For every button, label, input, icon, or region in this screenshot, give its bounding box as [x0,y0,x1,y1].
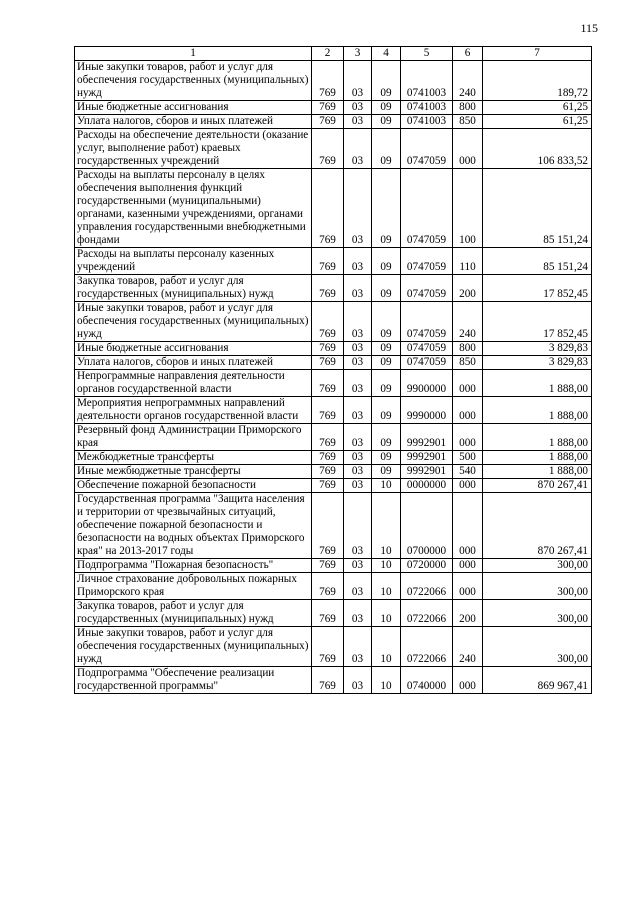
section-code-cell: 03 [344,667,372,694]
expense-type-cell: 000 [453,424,483,451]
target-article-cell: 9992901 [401,451,453,465]
ministry-code-cell: 769 [312,451,344,465]
ministry-code-cell: 769 [312,101,344,115]
target-article-cell: 0747059 [401,169,453,248]
expense-type-cell: 240 [453,627,483,667]
expense-name-cell: Иные закупки товаров, работ и услуг для обеспечения государственных (муниципальных) нужд [75,61,312,101]
target-article-cell: 0740000 [401,667,453,694]
amount-cell: 1 888,00 [483,465,592,479]
ministry-code-cell: 769 [312,573,344,600]
table-row [75,275,592,302]
section-code-cell: 03 [344,479,372,493]
section-code-cell: 03 [344,573,372,600]
expense-type-cell: 000 [453,667,483,694]
amount-cell: 1 888,00 [483,451,592,465]
expense-name-cell: Иные межбюджетные трансферты [75,465,312,479]
table-row [75,667,592,694]
amount-cell: 61,25 [483,101,592,115]
expense-name-cell: Подпрограмма "Пожарная безопасность" [75,559,312,573]
amount-cell: 106 833,52 [483,129,592,169]
ministry-code-cell: 769 [312,397,344,424]
section-code-cell: 03 [344,129,372,169]
subsection-code-cell: 09 [372,397,401,424]
section-code-cell: 03 [344,115,372,129]
expense-name-cell: Расходы на выплаты персоналу казенных учреждений [75,248,312,275]
expense-name-cell: Иные закупки товаров, работ и услуг для обеспечения государственных (муниципальных) нужд [75,302,312,342]
target-article-cell: 0747059 [401,275,453,302]
amount-cell: 1 888,00 [483,370,592,397]
amount-cell: 870 267,41 [483,493,592,559]
ministry-code-cell: 769 [312,479,344,493]
subsection-code-cell: 09 [372,275,401,302]
ministry-code-cell: 769 [312,600,344,627]
section-code-cell: 03 [344,169,372,248]
expense-type-cell: 110 [453,248,483,275]
amount-cell: 61,25 [483,115,592,129]
target-article-cell: 0741003 [401,61,453,101]
subsection-code-cell: 10 [372,627,401,667]
table-row [75,627,592,667]
amount-cell: 3 829,83 [483,342,592,356]
table-row [75,479,592,493]
table-row [75,370,592,397]
amount-cell: 85 151,24 [483,248,592,275]
target-article-cell: 0747059 [401,342,453,356]
target-article-cell: 0747059 [401,356,453,370]
table-row [75,559,592,573]
expense-name-cell: Иные бюджетные ассигнования [75,101,312,115]
amount-cell: 17 852,45 [483,302,592,342]
amount-cell: 1 888,00 [483,397,592,424]
target-article-cell: 0700000 [401,493,453,559]
ministry-code-cell: 769 [312,248,344,275]
expense-name-cell: Непрограммные направления деятельности органов государственной власти [75,370,312,397]
target-article-cell: 0720000 [401,559,453,573]
ministry-code-cell: 769 [312,61,344,101]
expense-type-cell: 240 [453,302,483,342]
subsection-code-cell: 10 [372,479,401,493]
section-code-cell: 03 [344,342,372,356]
ministry-code-cell: 769 [312,169,344,248]
ministry-code-cell: 769 [312,115,344,129]
subsection-code-cell: 09 [372,101,401,115]
ministry-code-cell: 769 [312,493,344,559]
subsection-code-cell: 09 [372,302,401,342]
expense-name-cell: Расходы на выплаты персоналу в целях обеспечения выполнения функций государственными (муниципальными) органами, казенными учреждениями, органами управления государственными внебюджетными фондами [75,169,312,248]
column-header: 2 [312,47,344,61]
table-row [75,115,592,129]
table-row [75,248,592,275]
table-row [75,573,592,600]
amount-cell: 1 888,00 [483,424,592,451]
table-row [75,600,592,627]
section-code-cell: 03 [344,600,372,627]
expense-name-cell: Мероприятия непрограммных направлений деятельности органов государственной власти [75,397,312,424]
ministry-code-cell: 769 [312,627,344,667]
section-code-cell: 03 [344,275,372,302]
subsection-code-cell: 09 [372,129,401,169]
table-row [75,302,592,342]
expense-name-cell: Обеспечение пожарной безопасности [75,479,312,493]
section-code-cell: 03 [344,627,372,667]
subsection-code-cell: 09 [372,356,401,370]
expense-type-cell: 500 [453,451,483,465]
table-row [75,129,592,169]
expense-name-cell: Резервный фонд Администрации Приморского края [75,424,312,451]
section-code-cell: 03 [344,424,372,451]
section-code-cell: 03 [344,465,372,479]
target-article-cell: 0722066 [401,600,453,627]
subsection-code-cell: 09 [372,370,401,397]
section-code-cell: 03 [344,61,372,101]
column-header: 4 [372,47,401,61]
table-row [75,424,592,451]
ministry-code-cell: 769 [312,129,344,169]
target-article-cell: 0722066 [401,627,453,667]
section-code-cell: 03 [344,451,372,465]
ministry-code-cell: 769 [312,465,344,479]
section-code-cell: 03 [344,493,372,559]
expense-name-cell: Иные закупки товаров, работ и услуг для обеспечения государственных (муниципальных) нужд [75,627,312,667]
header-row [75,47,592,61]
expense-type-cell: 000 [453,559,483,573]
target-article-cell: 0722066 [401,573,453,600]
expense-type-cell: 850 [453,356,483,370]
ministry-code-cell: 769 [312,275,344,302]
column-header: 7 [483,47,592,61]
expense-name-cell: Расходы на обеспечение деятельности (оказание услуг, выполнение работ) краевых государственных учреждений [75,129,312,169]
amount-cell: 300,00 [483,600,592,627]
table-row [75,342,592,356]
ministry-code-cell: 769 [312,667,344,694]
expense-name-cell: Уплата налогов, сборов и иных платежей [75,115,312,129]
subsection-code-cell: 10 [372,559,401,573]
target-article-cell: 0747059 [401,248,453,275]
budget-table [74,46,592,694]
expense-type-cell: 200 [453,275,483,302]
amount-cell: 17 852,45 [483,275,592,302]
subsection-code-cell: 09 [372,169,401,248]
expense-type-cell: 000 [453,573,483,600]
subsection-code-cell: 09 [372,342,401,356]
expense-type-cell: 540 [453,465,483,479]
target-article-cell: 9992901 [401,465,453,479]
table-row [75,101,592,115]
section-code-cell: 03 [344,370,372,397]
page-number: 115 [580,21,598,35]
expense-type-cell: 000 [453,370,483,397]
subsection-code-cell: 10 [372,667,401,694]
expense-name-cell: Личное страхование добровольных пожарных Приморского края [75,573,312,600]
subsection-code-cell: 10 [372,600,401,627]
table-row [75,493,592,559]
column-header: 5 [401,47,453,61]
expense-type-cell: 240 [453,61,483,101]
ministry-code-cell: 769 [312,342,344,356]
expense-name-cell: Государственная программа "Защита населения и территории от чрезвычайных ситуаций, обеспечение пожарной безопасности и безопасности на водных объектах Приморского края" на 2013-2017 годы [75,493,312,559]
expense-name-cell: Межбюджетные трансферты [75,451,312,465]
subsection-code-cell: 10 [372,573,401,600]
expense-type-cell: 800 [453,101,483,115]
subsection-code-cell: 09 [372,451,401,465]
target-article-cell: 0747059 [401,129,453,169]
expense-type-cell: 800 [453,342,483,356]
amount-cell: 300,00 [483,627,592,667]
subsection-code-cell: 09 [372,424,401,451]
section-code-cell: 03 [344,302,372,342]
expense-type-cell: 850 [453,115,483,129]
section-code-cell: 03 [344,248,372,275]
ministry-code-cell: 769 [312,424,344,451]
subsection-code-cell: 09 [372,465,401,479]
ministry-code-cell: 769 [312,370,344,397]
section-code-cell: 03 [344,356,372,370]
ministry-code-cell: 769 [312,356,344,370]
target-article-cell: 9990000 [401,397,453,424]
section-code-cell: 03 [344,101,372,115]
amount-cell: 189,72 [483,61,592,101]
subsection-code-cell: 09 [372,248,401,275]
table-row [75,61,592,101]
expense-type-cell: 000 [453,493,483,559]
table-body [75,61,592,694]
subsection-code-cell: 09 [372,61,401,101]
table-row [75,169,592,248]
amount-cell: 3 829,83 [483,356,592,370]
expense-name-cell: Подпрограмма "Обеспечение реализации государственной программы" [75,667,312,694]
target-article-cell: 9992901 [401,424,453,451]
target-article-cell: 0741003 [401,101,453,115]
expense-type-cell: 200 [453,600,483,627]
subsection-code-cell: 10 [372,493,401,559]
expense-name-cell: Иные бюджетные ассигнования [75,342,312,356]
section-code-cell: 03 [344,397,372,424]
target-article-cell: 0741003 [401,115,453,129]
amount-cell: 300,00 [483,573,592,600]
subsection-code-cell: 09 [372,115,401,129]
column-header: 1 [75,47,312,61]
section-code-cell: 03 [344,559,372,573]
expense-type-cell: 100 [453,169,483,248]
expense-name-cell: Закупка товаров, работ и услуг для государственных (муниципальных) нужд [75,275,312,302]
amount-cell: 85 151,24 [483,169,592,248]
amount-cell: 300,00 [483,559,592,573]
table-row [75,397,592,424]
column-header: 6 [453,47,483,61]
target-article-cell: 9900000 [401,370,453,397]
table-row [75,465,592,479]
target-article-cell: 0747059 [401,302,453,342]
expense-type-cell: 000 [453,397,483,424]
amount-cell: 870 267,41 [483,479,592,493]
amount-cell: 869 967,41 [483,667,592,694]
expense-type-cell: 000 [453,479,483,493]
expense-name-cell: Закупка товаров, работ и услуг для государственных (муниципальных) нужд [75,600,312,627]
expense-name-cell: Уплата налогов, сборов и иных платежей [75,356,312,370]
table-row [75,451,592,465]
ministry-code-cell: 769 [312,302,344,342]
target-article-cell: 0000000 [401,479,453,493]
expense-type-cell: 000 [453,129,483,169]
ministry-code-cell: 769 [312,559,344,573]
column-header: 3 [344,47,372,61]
table-row [75,356,592,370]
